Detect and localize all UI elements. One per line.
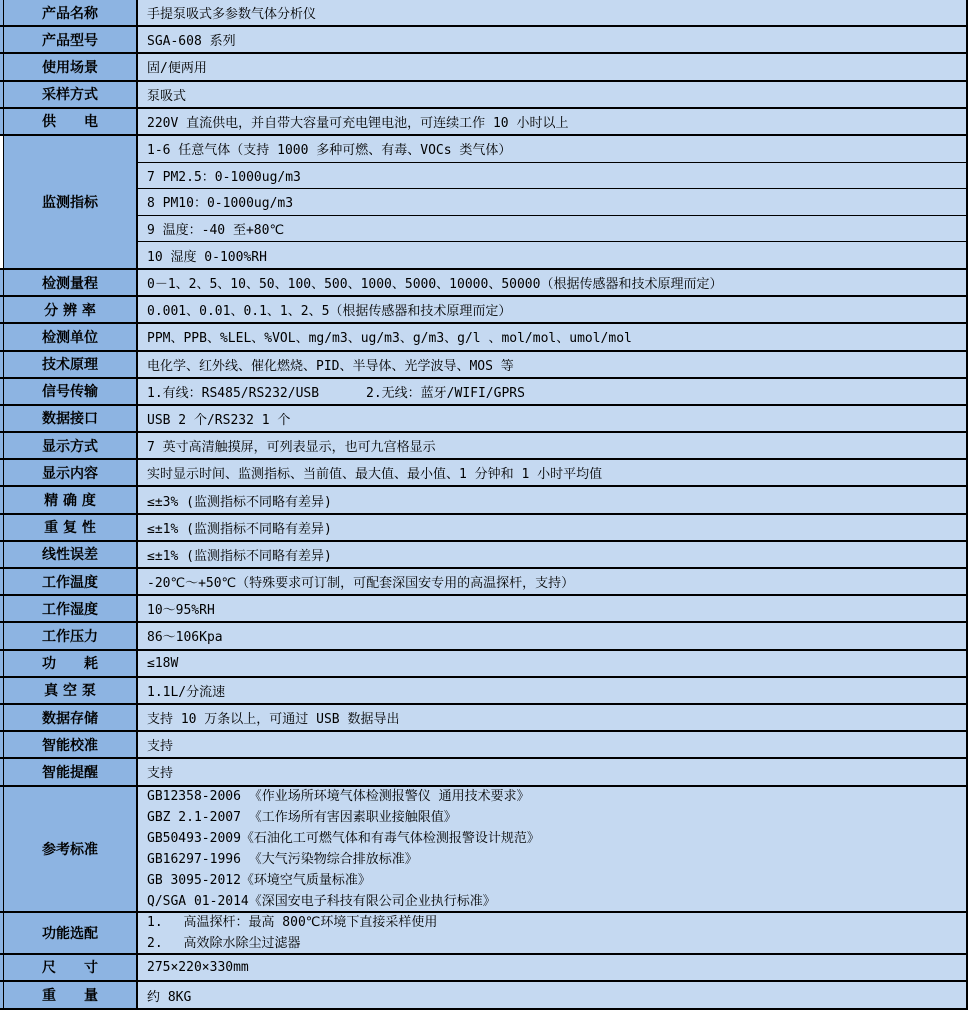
spec-value-display-content: 实时显示时间、监测指标、当前值、最大值、最小值、1 分钟和 1 小时平均值 [138, 460, 966, 485]
spec-label-vacuum-pump: 真 空 泵 [4, 678, 138, 703]
monitoring-indicator-item: 8 PM10：0-1000ug/m3 [138, 189, 966, 216]
optional-function-item: 2. 高效除水除尘过滤器 [147, 935, 301, 951]
spec-label-accuracy: 精 确 度 [4, 487, 138, 512]
spec-value-repeatability: ≤±1% (监测指标不同略有差异) [138, 515, 966, 540]
spec-label-data-storage: 数据存储 [4, 705, 138, 730]
spec-label-signal-transmission: 信号传输 [4, 379, 138, 404]
spec-label-optional-functions: 功能选配 [4, 913, 138, 953]
spec-value-working-pressure: 86～106Kpa [138, 623, 966, 648]
spec-value-technical-principle: 电化学、红外线、催化燃烧、PID、半导体、光学波导、MOS 等 [138, 352, 966, 377]
spec-value-working-humidity: 10～95%RH [138, 596, 966, 621]
spec-label-monitoring-indicators: 监测指标 [4, 136, 138, 268]
monitoring-indicator-item: 10 湿度 0-100%RH [147, 249, 267, 265]
monitoring-indicator-item: 9 温度：-40 至+80℃ [138, 216, 966, 243]
spec-value-smart-reminder: 支持 [138, 759, 966, 784]
spec-row-product-model [0, 27, 966, 54]
spec-value-monitoring-indicators [138, 136, 966, 268]
spec-row-optional-functions [0, 913, 966, 955]
reference-standard-item: GB12358-2006 《作业场所环境气体检测报警仪 通用技术要求》 [147, 788, 530, 804]
spec-label-display-content: 显示内容 [4, 460, 138, 485]
spec-row-working-temperature [0, 569, 966, 596]
spec-value-detection-unit: PPM、PPB、%LEL、%VOL、mg/m3、ug/m3、g/m3、g/l 、mol/mol、umol/mol [138, 324, 966, 349]
spec-value-power-consumption: ≤18W [138, 651, 966, 676]
spec-label-dimensions: 尺 寸 [4, 955, 138, 980]
spec-row-data-interface [0, 406, 966, 433]
spec-value-display-mode: 7 英寸高清触摸屏，可列表显示，也可九宫格显示 [138, 433, 966, 458]
spec-row-resolution [0, 297, 966, 324]
spec-row-monitoring-indicators [0, 136, 966, 270]
spec-label-detection-range: 检测量程 [4, 270, 138, 295]
spec-value-sampling-method: 泵吸式 [138, 82, 966, 107]
spec-row-working-humidity [0, 596, 966, 623]
spec-row-technical-principle [0, 352, 966, 379]
spec-row-power-supply [0, 109, 966, 136]
spec-row-signal-transmission [0, 379, 966, 406]
spec-row-weight [0, 982, 966, 1009]
reference-standard-item: GB 3095-2012《环境空气质量标准》 [147, 872, 371, 888]
spec-row-detection-unit [0, 324, 966, 351]
spec-label-technical-principle: 技术原理 [4, 352, 138, 377]
spec-value-accuracy: ≤±3% (监测指标不同略有差异) [138, 487, 966, 512]
spec-row-display-content [0, 460, 966, 487]
spec-label-weight: 重 量 [4, 982, 138, 1009]
spec-value-optional-functions [138, 913, 966, 953]
spec-value-power-supply: 220V 直流供电，并自带大容量可充电锂电池，可连续工作 10 小时以上 [138, 109, 966, 134]
spec-label-power-consumption: 功 耗 [4, 651, 138, 676]
reference-standard-item: GBZ 2.1-2007 《工作场所有害因素职业接触限值》 [147, 809, 457, 825]
spec-row-vacuum-pump [0, 678, 966, 705]
spec-value-dimensions: 275×220×330mm [138, 955, 966, 980]
monitoring-indicator-item: 7 PM2.5：0-1000ug/m3 [138, 163, 966, 190]
spec-value-product-name: 手提泵吸式多参数气体分析仪 [138, 0, 966, 25]
spec-row-sampling-method [0, 82, 966, 109]
spec-label-reference-standards: 参考标准 [4, 787, 138, 911]
spec-label-linearity-error: 线性误差 [4, 542, 138, 567]
spec-row-usage-scenario [0, 54, 966, 81]
spec-label-power-supply: 供 电 [4, 109, 138, 134]
monitoring-indicator-item: 1-6 任意气体（支持 1000 多种可燃、有毒、VOCs 类气体） [138, 136, 966, 163]
spec-label-product-name: 产品名称 [4, 0, 138, 25]
spec-label-working-pressure: 工作压力 [4, 623, 138, 648]
spec-label-data-interface: 数据接口 [4, 406, 138, 431]
spec-value-product-model: SGA-608 系列 [138, 27, 966, 52]
spec-value-data-storage: 支持 10 万条以上，可通过 USB 数据导出 [138, 705, 966, 730]
reference-standard-item: GB16297-1996 《大气污染物综合排放标准》 [147, 851, 418, 867]
spec-row-working-pressure [0, 623, 966, 650]
spec-label-smart-calibration: 智能校准 [4, 732, 138, 757]
spec-value-linearity-error: ≤±1% (监测指标不同略有差异) [138, 542, 966, 567]
spec-row-display-mode [0, 433, 966, 460]
spec-label-product-model: 产品型号 [4, 27, 138, 52]
spec-row-accuracy [0, 487, 966, 514]
spec-label-working-temperature: 工作温度 [4, 569, 138, 594]
spec-value-usage-scenario: 固/便两用 [138, 54, 966, 79]
spec-row-repeatability [0, 515, 966, 542]
spec-value-signal-transmission: 1.有线：RS485/RS232/USB 2.无线：蓝牙/WIFI/GPRS [138, 379, 966, 404]
spec-value-reference-standards [138, 787, 966, 911]
spec-row-product-name [0, 0, 966, 27]
spec-row-detection-range [0, 270, 966, 297]
spec-row-power-consumption [0, 651, 966, 678]
spec-label-sampling-method: 采样方式 [4, 82, 138, 107]
spec-value-detection-range: 0－1、2、5、10、50、100、500、1000、5000、10000、50000（根据传感器和技术原理而定） [138, 270, 966, 295]
spec-value-vacuum-pump: 1.1L/分流速 [138, 678, 966, 703]
spec-label-display-mode: 显示方式 [4, 433, 138, 458]
spec-row-reference-standards [0, 787, 966, 913]
reference-standard-item: Q/SGA 01-2014《深国安电子科技有限公司企业执行标准》 [147, 893, 496, 909]
spec-value-weight: 约 8KG [138, 982, 966, 1009]
spec-label-detection-unit: 检测单位 [4, 324, 138, 349]
spec-label-smart-reminder: 智能提醒 [4, 759, 138, 784]
spec-label-usage-scenario: 使用场景 [4, 54, 138, 79]
spec-row-smart-calibration [0, 732, 966, 759]
spec-row-dimensions [0, 955, 966, 982]
spec-label-repeatability: 重 复 性 [4, 515, 138, 540]
spec-row-data-storage [0, 705, 966, 732]
spec-row-smart-reminder [0, 759, 966, 786]
spec-label-working-humidity: 工作湿度 [4, 596, 138, 621]
spec-value-working-temperature: -20℃～+50℃（特殊要求可订制，可配套深国安专用的高温探杆，支持） [138, 569, 966, 594]
spec-value-data-interface: USB 2 个/RS232 1 个 [138, 406, 966, 431]
spec-value-resolution: 0.001、0.01、0.1、1、2、5（根据传感器和技术原理而定） [138, 297, 966, 322]
spec-row-linearity-error [0, 542, 966, 569]
spec-label-resolution: 分 辨 率 [4, 297, 138, 322]
optional-function-item: 1. 高温探杆：最高 800℃环境下直接采样使用 [147, 914, 438, 930]
spec-value-smart-calibration: 支持 [138, 732, 966, 757]
reference-standard-item: GB50493-2009《石油化工可燃气体和有毒气体检测报警设计规范》 [147, 830, 540, 846]
